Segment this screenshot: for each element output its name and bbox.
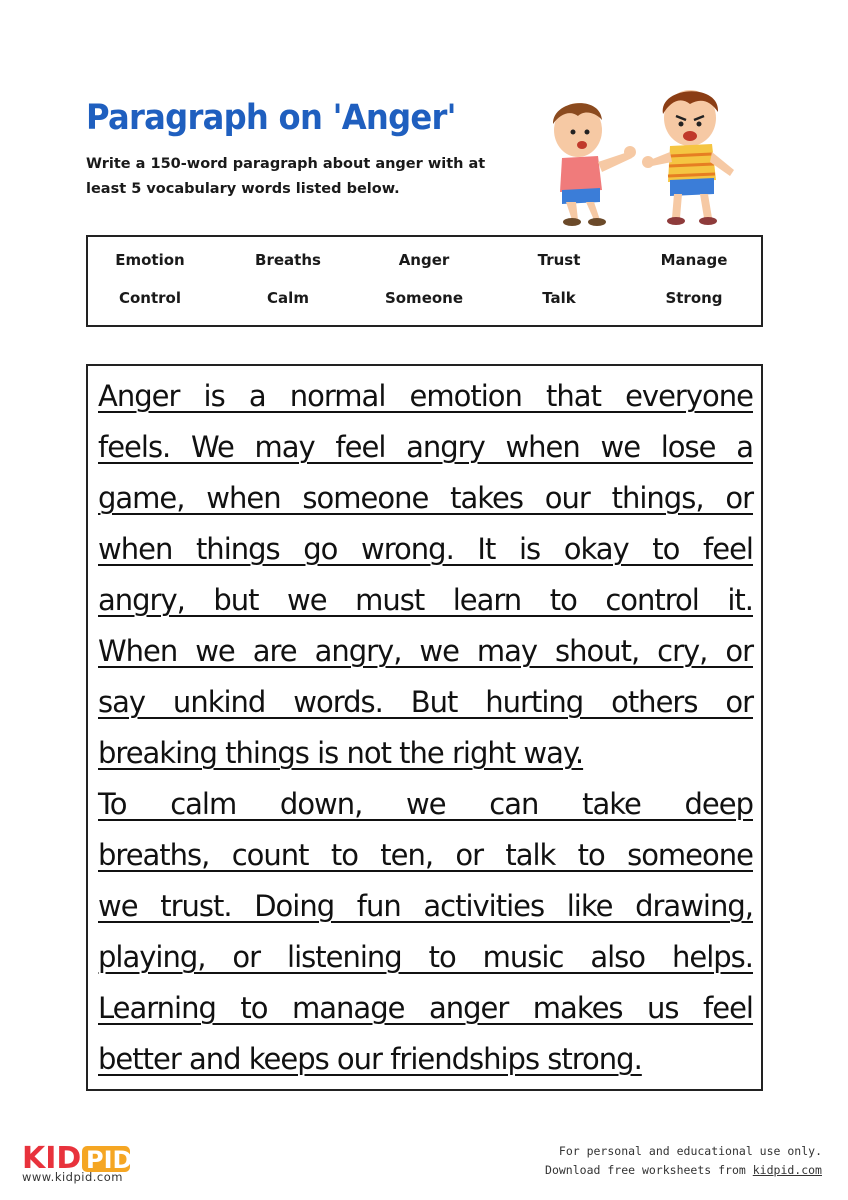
logo-url: www.kidpid.com (22, 1170, 123, 1184)
footer-site-link[interactable]: kidpid.com (752, 1163, 822, 1177)
footer-line-1: For personal and educational use only. (558, 1144, 822, 1158)
vocab-word: Someone (384, 289, 464, 307)
right-boy-figure (642, 90, 734, 225)
paragraph-line: better and keeps our friendships strong. (98, 1042, 642, 1076)
footer-line-2 (545, 1161, 822, 1180)
svg-text:KID: KID (22, 1141, 82, 1176)
paragraph-line: breaking things is not the right way. (98, 736, 584, 770)
paragraph-line: Anger is a normal emotion that everyone (98, 379, 753, 413)
vocab-word: Emotion (115, 251, 185, 269)
paragraph-line: playing, or listening to music also helps. (98, 940, 753, 974)
vocabulary-row (88, 251, 761, 275)
vocab-word: Breaths (255, 251, 321, 269)
vocab-word: Calm (267, 289, 309, 307)
vocab-word: Anger (398, 251, 450, 269)
paragraph-line: say unkind words. But hurting others or (98, 685, 753, 719)
paragraph-line: Learning to manage anger makes us feel (98, 991, 753, 1025)
vocab-word: Strong (665, 289, 723, 307)
footer-prefix: Download free worksheets from (545, 1163, 753, 1177)
vocab-word: Trust (537, 251, 581, 269)
paragraph-line: game, when someone takes our things, or (98, 481, 753, 515)
vocab-word: Manage (660, 251, 728, 269)
paragraph-line: breaths, count to ten, or talk to someone (98, 838, 753, 872)
angry-boys-illustration-icon (540, 80, 770, 230)
svg-text:PID: PID (86, 1146, 133, 1174)
paragraph-line: when things go wrong. It is okay to feel (98, 532, 753, 566)
paragraph-line: feels. We may feel angry when we lose a (98, 430, 753, 464)
vocabulary-box (86, 235, 763, 327)
vocab-word: Talk (542, 289, 576, 307)
page-title: Paragraph on 'Anger' (86, 98, 456, 138)
paragraph-line: we trust. Doing fun activities like drawing, (98, 889, 753, 923)
footer-notice (545, 1142, 822, 1180)
vocab-word: Control (118, 289, 181, 307)
paragraph-line: To calm down, we can take deep (98, 787, 753, 821)
vocabulary-row (88, 289, 761, 313)
left-boy-figure (553, 103, 636, 226)
paragraph-line: angry, but we must learn to control it. (98, 583, 753, 617)
paragraph-box (86, 364, 763, 1091)
instructions: Write a 150-word paragraph about anger with at least 5 vocabulary words listed below. (86, 156, 486, 197)
paragraph-line: When we are angry, we may shout, cry, or (98, 634, 753, 668)
